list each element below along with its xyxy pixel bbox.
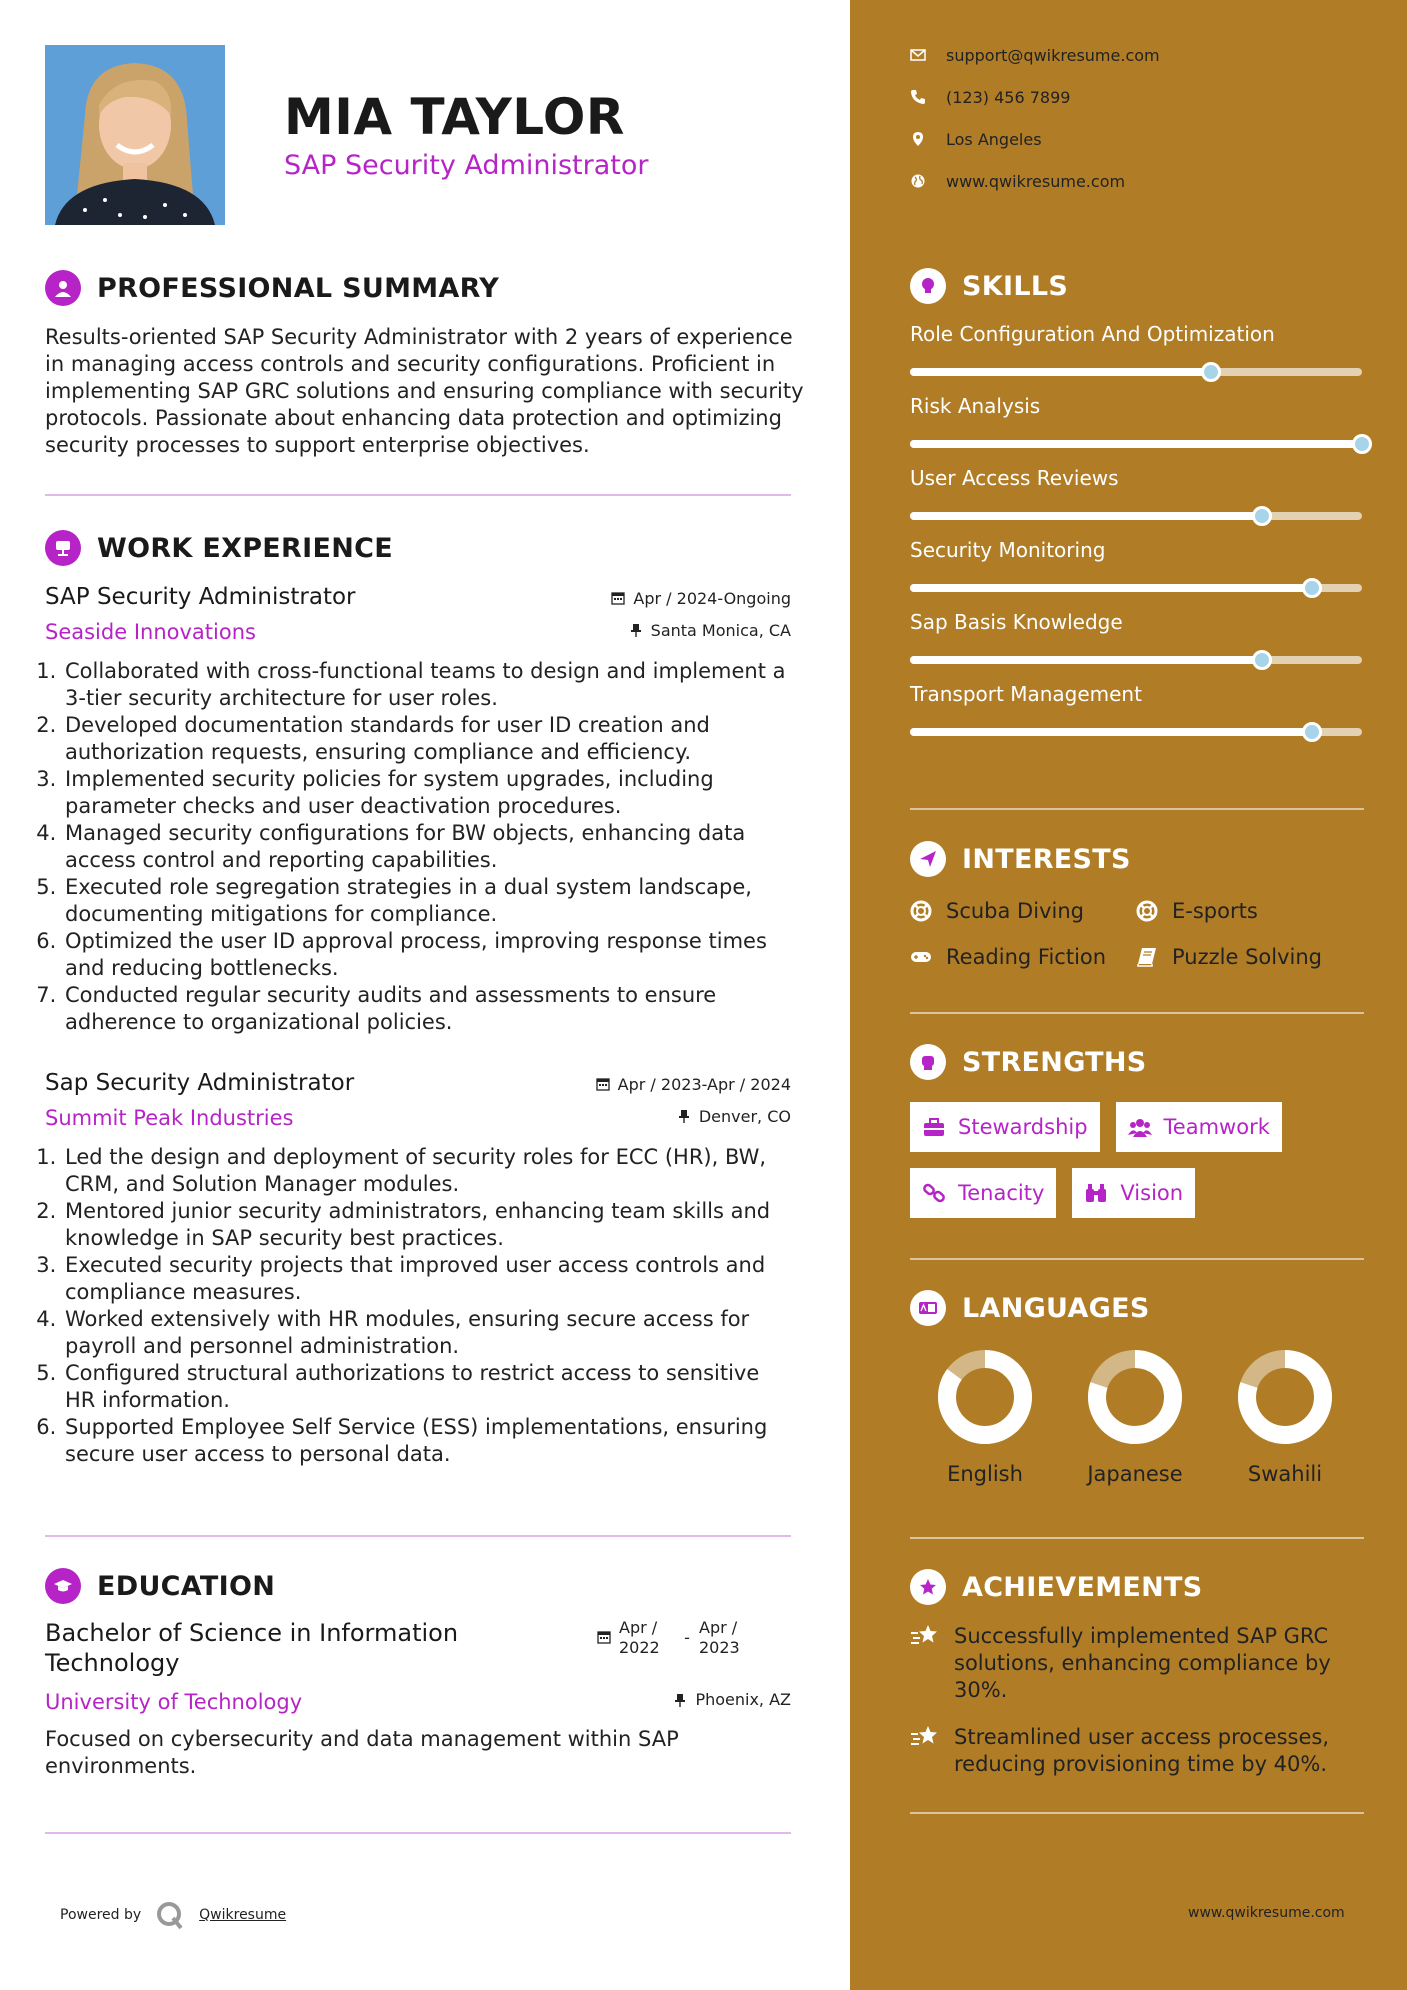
- contact-location: Los Angeles: [910, 126, 1160, 152]
- shooting-star-icon: [910, 1722, 940, 1752]
- date-separator: -: [684, 1628, 690, 1647]
- book-icon: [1136, 946, 1158, 968]
- job-dates: Apr / 2024-Ongoing: [633, 588, 791, 608]
- shooting-star-icon: [910, 1621, 940, 1651]
- skill-level-handle: [1302, 722, 1322, 742]
- job-entry: [45, 584, 791, 1036]
- job-entry: [45, 1070, 791, 1468]
- bullet-item: 7. Conducted regular security audits and assessments to ensure adherence to organizational policies.: [63, 982, 791, 1036]
- education-description: Focused on cybersecurity and data management within SAP environments.: [45, 1727, 679, 1778]
- calendar-icon: [597, 1630, 611, 1644]
- section-divider: [45, 1832, 791, 1834]
- strength-chip: Stewardship: [910, 1102, 1100, 1152]
- skill-item: [910, 466, 1364, 520]
- section-divider: [45, 1535, 791, 1537]
- skill-level-handle: [1302, 578, 1322, 598]
- bullet-item: 4. Managed security configurations for BW objects, enhancing data access control and reporting capabilities.: [63, 820, 791, 874]
- interest-item: E-sports: [1136, 899, 1362, 923]
- pin-icon: [673, 1693, 687, 1707]
- skill-bar: [910, 440, 1362, 448]
- education-section: [45, 1568, 791, 1780]
- skill-item: [910, 538, 1364, 592]
- job-bullets: [45, 1144, 791, 1468]
- work-section: [45, 530, 791, 1468]
- briefcase-icon: [45, 530, 81, 566]
- job-title: SAP Security Administrator: [45, 584, 356, 610]
- contact-phone[interactable]: (123) 456 7899: [910, 84, 1160, 110]
- school: University of Technology: [45, 1690, 303, 1714]
- section-divider: [910, 808, 1364, 810]
- interest-item: Scuba Diving: [910, 899, 1136, 923]
- skills-list: [910, 322, 1364, 736]
- pin-icon: [629, 623, 643, 637]
- section-divider: [45, 494, 791, 496]
- gamepad-icon: [910, 946, 932, 968]
- job-bullets: [45, 658, 791, 1036]
- bullet-item: 6. Supported Employee Self Service (ESS) implementations, ensuring secure user access to personal data.: [63, 1414, 791, 1468]
- job-meta: [611, 588, 791, 640]
- strengths-section: [910, 1044, 1364, 1218]
- section-divider: [910, 1812, 1364, 1814]
- education-location: Phoenix, AZ: [673, 1690, 791, 1709]
- language-label: Swahili: [1247, 1462, 1323, 1486]
- start-date: Apr / 2022: [619, 1618, 660, 1657]
- languages-list: [910, 1348, 1364, 1486]
- bullet-item: 3. Executed security projects that improved user access controls and compliance measures.: [63, 1252, 791, 1306]
- language-item: [1060, 1348, 1210, 1486]
- bullet-item: 6. Optimized the user ID approval process, improving response times and reducing bottlenecks.: [63, 928, 791, 982]
- work-heading: WORK EXPERIENCE: [45, 530, 791, 566]
- interest-item: Puzzle Solving: [1136, 945, 1362, 969]
- strengths-heading: STRENGTHS: [910, 1044, 1364, 1080]
- job-company: Summit Peak Industries: [45, 1106, 294, 1130]
- strength-chip: Vision: [1072, 1168, 1195, 1218]
- achievement-item: Successfully implemented SAP GRC solutions, enhancing compliance by 30%.: [910, 1623, 1364, 1704]
- education-dates: [597, 1618, 755, 1658]
- achievements-section: [910, 1569, 1364, 1798]
- qwikresume-logo-icon: [155, 1900, 185, 1930]
- skill-bar-fill: [910, 440, 1362, 448]
- section-divider: [910, 1258, 1364, 1260]
- strengths-list: [910, 1102, 1364, 1218]
- achievements-heading: ACHIEVEMENTS: [910, 1569, 1364, 1605]
- degree: Bachelor of Science in Information Technology: [45, 1619, 459, 1677]
- phone-icon: [910, 89, 926, 105]
- skill-bar-fill: [910, 512, 1262, 520]
- star-badge-icon: [910, 1569, 946, 1605]
- footer-website[interactable]: www.qwikresume.com: [1188, 1905, 1345, 1921]
- skill-bar: [910, 584, 1362, 592]
- skill-bar: [910, 728, 1362, 736]
- graduation-cap-icon: [45, 1568, 81, 1604]
- candidate-name: MIA TAYLOR: [284, 88, 625, 146]
- language-label: English: [947, 1462, 1023, 1486]
- bullet-item: 5. Executed role segregation strategies in a dual system landscape, documenting mitigations for compliance.: [63, 874, 791, 928]
- binoculars-icon: [1084, 1181, 1108, 1205]
- summary-text: Results-oriented SAP Security Administrator with 2 years of experience in managing access controls and security configurations. Proficient in implementing SAP GRC solutions and ensuring compliance with security protocols. Passionate about enhancing data protection and optimizing security processes to support enterprise objectives.: [45, 325, 804, 457]
- skills-heading: SKILLS: [910, 268, 1364, 304]
- job-location: Denver, CO: [698, 1106, 791, 1126]
- skill-level-handle: [1252, 650, 1272, 670]
- skill-item: [910, 394, 1364, 448]
- language-item: [910, 1348, 1060, 1486]
- map-pin-icon: [910, 131, 926, 147]
- skill-label: Role Configuration And Optimization: [910, 322, 1275, 346]
- achievements-list: [910, 1623, 1364, 1778]
- qwikresume-link[interactable]: Qwikresume: [199, 1907, 287, 1923]
- skill-level-handle: [1352, 434, 1372, 454]
- skill-bar-fill: [910, 728, 1312, 736]
- translate-icon: [910, 1290, 946, 1326]
- skill-item: [910, 610, 1364, 664]
- education-heading: EDUCATION: [45, 1568, 791, 1604]
- job-location: Santa Monica, CA: [650, 620, 791, 640]
- achievement-item: Streamlined user access processes, reducing provisioning time by 40%.: [910, 1724, 1364, 1778]
- summary-section: [45, 270, 805, 459]
- job-company: Seaside Innovations: [45, 620, 256, 644]
- bullet-item: 4. Worked extensively with HR modules, ensuring secure access for payroll and personnel administration.: [63, 1306, 791, 1360]
- interest-item: Reading Fiction: [910, 945, 1136, 969]
- interests-heading: INTERESTS: [910, 841, 1364, 877]
- bullet-item: 2. Mentored junior security administrators, enhancing team skills and knowledge in SAP security best practices.: [63, 1198, 791, 1252]
- bullet-item: 1. Led the design and deployment of security roles for ECC (HR), BW, CRM, and Solution Manager modules.: [63, 1144, 791, 1198]
- lifebuoy-icon: [1136, 900, 1158, 922]
- globe-icon: [910, 173, 926, 189]
- fist-icon: [910, 1044, 946, 1080]
- job-dates: Apr / 2023-Apr / 2024: [617, 1074, 791, 1094]
- language-level-ring: [936, 1348, 1034, 1446]
- bullet-item: 1. Collaborated with cross-functional teams to design and implement a 3-tier security architecture for user roles.: [63, 658, 791, 712]
- toolbox-icon: [922, 1115, 946, 1139]
- strength-chip: Tenacity: [910, 1168, 1056, 1218]
- pin-icon: [677, 1109, 691, 1123]
- skills-section: [910, 268, 1364, 736]
- skill-bar-fill: [910, 584, 1312, 592]
- skill-item: [910, 682, 1364, 736]
- candidate-role: SAP Security Administrator: [284, 150, 649, 181]
- bullet-item: 2. Developed documentation standards for user ID creation and authorization requests, ensuring compliance and efficiency.: [63, 712, 791, 766]
- skill-label: User Access Reviews: [910, 466, 1119, 490]
- language-label: Japanese: [1087, 1462, 1183, 1486]
- languages-heading: LANGUAGES: [910, 1290, 1364, 1326]
- profile-photo: [45, 45, 225, 225]
- end-date: Apr / 2023: [699, 1618, 740, 1657]
- job-title: Sap Security Administrator: [45, 1070, 355, 1096]
- contact-website[interactable]: www.qwikresume.com: [910, 168, 1160, 194]
- skill-label: Risk Analysis: [910, 394, 1041, 418]
- strength-chip: Teamwork: [1116, 1102, 1282, 1152]
- section-divider: [910, 1537, 1364, 1539]
- interests-list: [910, 899, 1364, 969]
- lifebuoy-icon: [910, 900, 932, 922]
- skill-label: Transport Management: [910, 682, 1142, 706]
- skill-item: [910, 322, 1364, 376]
- envelope-icon: [910, 47, 926, 63]
- skill-bar: [910, 656, 1362, 664]
- language-item: [1210, 1348, 1360, 1486]
- skill-bar: [910, 512, 1362, 520]
- users-icon: [1128, 1115, 1152, 1139]
- calendar-icon: [611, 591, 625, 605]
- link-icon: [922, 1181, 946, 1205]
- job-meta: [596, 1074, 791, 1126]
- skill-bar: [910, 368, 1362, 376]
- paper-plane-icon: [910, 841, 946, 877]
- section-divider: [910, 1012, 1364, 1014]
- bullet-item: 3. Implemented security policies for system upgrades, including parameter checks and user deactivation procedures.: [63, 766, 791, 820]
- bullet-item: 5. Configured structural authorizations to restrict access to sensitive HR information.: [63, 1360, 791, 1414]
- footer-powered-by: Powered by Qwikresume: [60, 1900, 286, 1930]
- language-level-ring: [1086, 1348, 1184, 1446]
- summary-heading: PROFESSIONAL SUMMARY: [45, 270, 805, 306]
- skill-bar-fill: [910, 656, 1262, 664]
- skill-label: Security Monitoring: [910, 538, 1106, 562]
- user-icon: [45, 270, 81, 306]
- calendar-icon: [596, 1077, 610, 1091]
- skill-level-handle: [1252, 506, 1272, 526]
- lightbulb-icon: [910, 268, 946, 304]
- education-entry: [45, 1618, 791, 1780]
- skill-label: Sap Basis Knowledge: [910, 610, 1123, 634]
- skill-bar-fill: [910, 368, 1211, 376]
- language-level-ring: [1236, 1348, 1334, 1446]
- contact-list: [910, 42, 1160, 210]
- interests-section: [910, 841, 1364, 969]
- contact-email[interactable]: support@qwikresume.com: [910, 42, 1160, 68]
- skill-level-handle: [1201, 362, 1221, 382]
- languages-section: [910, 1290, 1364, 1486]
